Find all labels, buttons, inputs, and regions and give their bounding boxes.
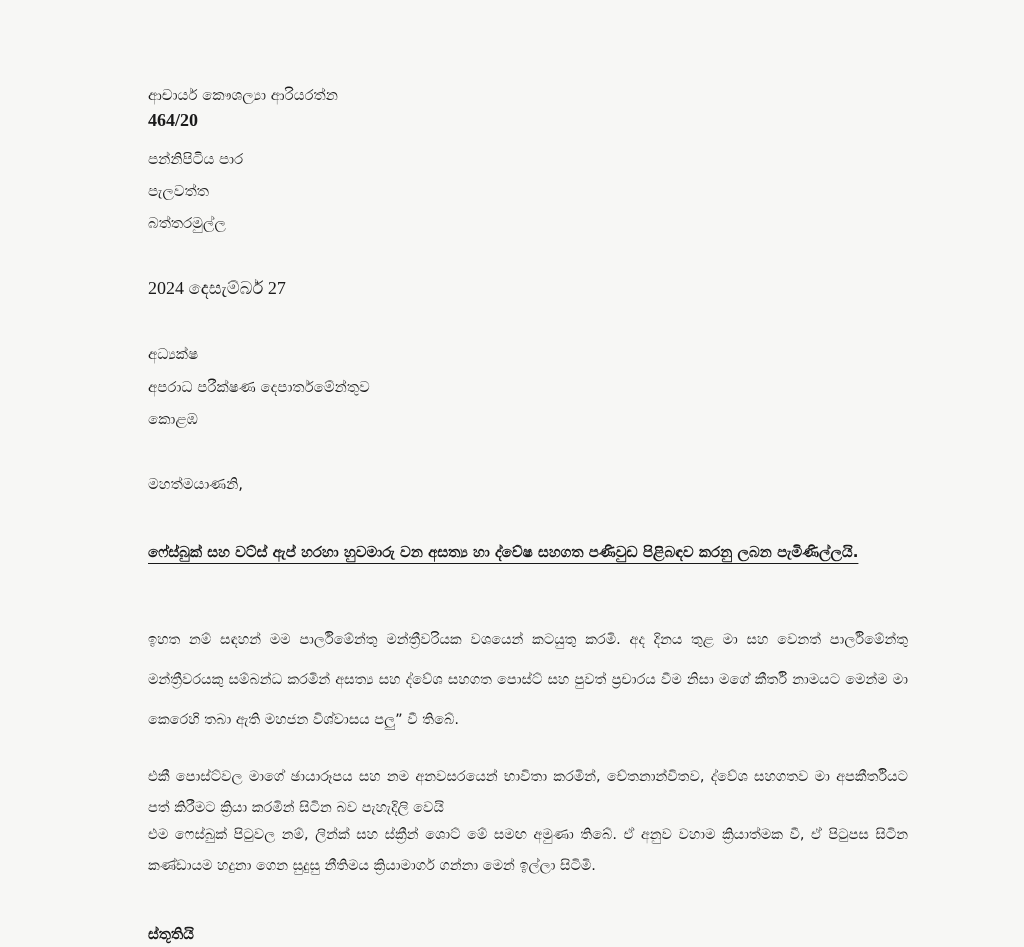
sender-number: 464/20 <box>148 110 199 130</box>
body-paragraph-2: එකී පොස්ට්වල මාගේ ඡායාරූපය සහ නම අනවසරයෙන් භාවිතා කරමින්, චේතනාන්විතව, ද්වේශ සහගතව මා අපකීර්තියට පත් කිරීමට ක්‍රියා කරමින් සිටින බව පැහැදිලි වෙයි <box>148 769 908 816</box>
sender-city: බත්තරමුල්ල <box>148 214 226 232</box>
body-paragraph-1: ඉහත නම් සඳහන් මම පාර්ලිමේන්තු මන්ත්‍රීවරියක වශයෙන් කටයුතු කරමි. අද දිනය තුළ මා සහ වෙනත් පාර්ලිමේන්තු මන්ත්‍රීවරයකු සම්බන්ධ කරමින් අසත්‍ය සහ ද්වේශ සහගත පොස්ට් සහ පුවත් ප්‍රචාරය වීම නිසා මගේ කීර්ති නාමයට මෙන්ම මා කෙරෙහි තබා ඇති මහජන විශ්වාසය පලු” වී තිබේ. <box>148 632 908 728</box>
recipient-city: කොළඹ <box>148 410 198 428</box>
sender-road: පන්නිපිටිය පාර <box>148 150 244 168</box>
sender-area: පැලවත්ත <box>148 182 209 200</box>
subject-line: ෆේස්බුක් සහ වට්ස් ඇප් හරහා හුවමාරු වන අසත්‍ය හා ද්වේෂ සහගත පණිවුඩ පිළිබඳව කරනු ලබන පැමිණිල්ලයි. <box>148 543 859 561</box>
recipient-department: අපරාධ පරීක්ෂණ දෙපාර්තමේන්තුව <box>148 378 370 396</box>
sender-name: ආචාර්ය කෞශල්‍යා ආරියරත්න <box>148 86 338 104</box>
closing: ස්තූතියි <box>148 925 194 943</box>
salutation: මහත්මයාණනි, <box>148 475 244 493</box>
body-paragraph-3: එම ෆෙස්බුක් පිටුවල නම්, ලින්ක් සහ ස්ක්‍රීන් ශොට් මේ සමඟ අමුණා තිබේ. ඒ අනුව වහාම ක්‍රියාත්මක වී, ඒ පිටුපස සිටින කණ්ඩායම හදුනා ගෙන සුදුසු නීතිමය ක්‍රියාමාර්ග ගන්නා මෙන් ඉල්ලා සිටිමි. <box>148 827 908 874</box>
letter-date: 2024 දෙසැම්බර් 27 <box>148 278 286 298</box>
recipient-title: අධ්‍යක්ෂ <box>148 345 199 363</box>
